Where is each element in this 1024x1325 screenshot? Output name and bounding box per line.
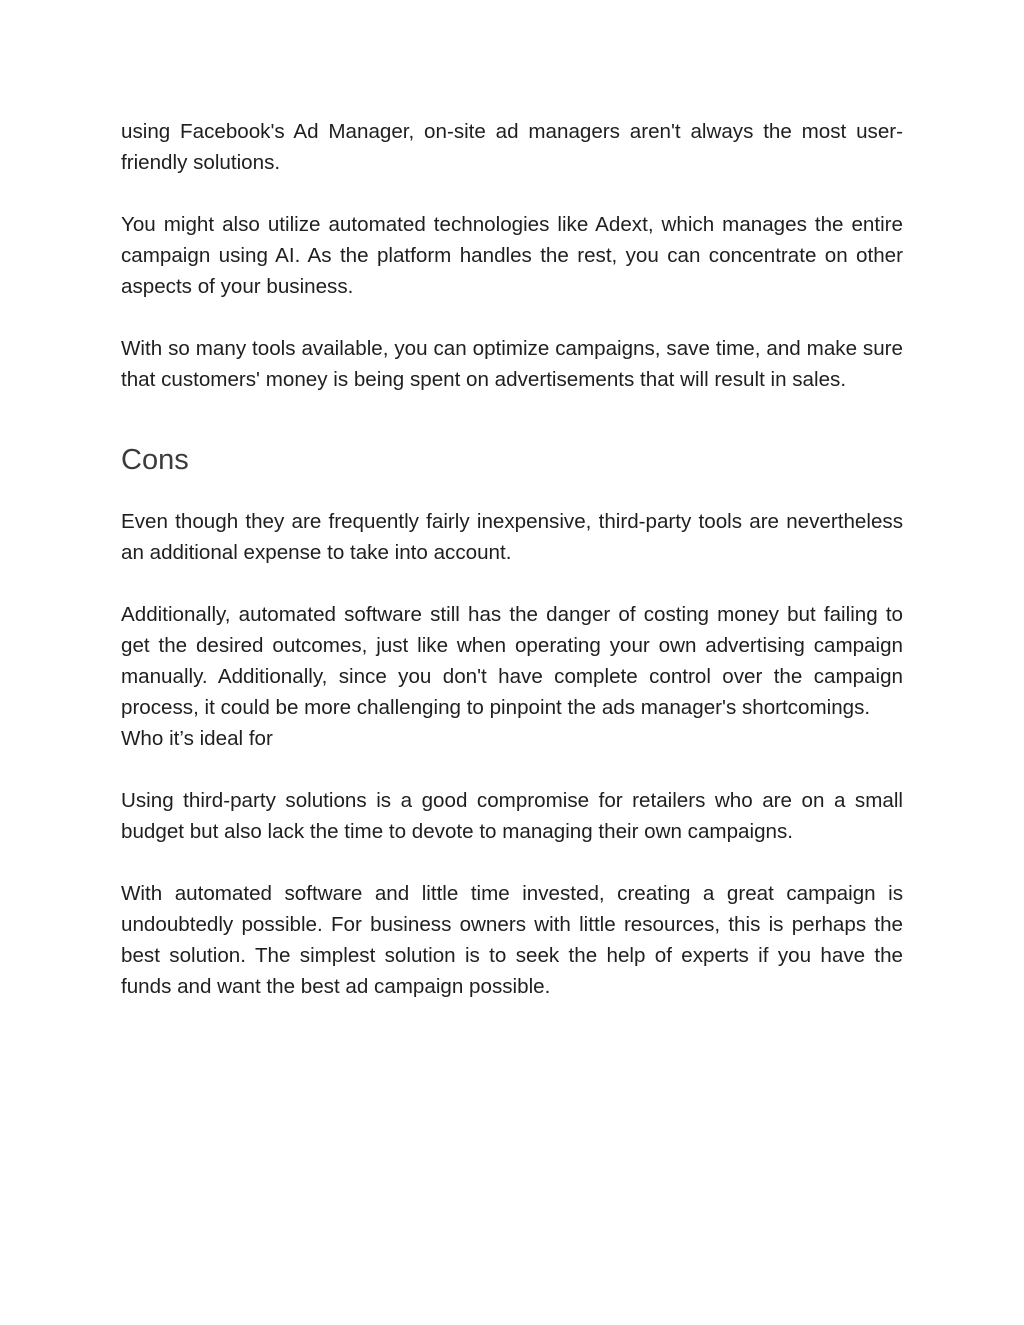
ideal-for-label: Who it’s ideal for (121, 727, 273, 750)
paragraph-expense: Even though they are frequently fairly inexpensive, third-party tools are nevertheless an additional expense to take into account. (121, 510, 903, 564)
paragraph-danger: Additionally, automated software still has the danger of costing money but failing to get the desired outcomes, just like when operating your own advertising campaign manually. Additionally, since you don't have complete control over the campaign process, it could be more challenging to pinpoint the ads manager's shortcomings. (121, 603, 903, 719)
paragraph-best-solution: With automated software and little time invested, creating a great campaign is undoubtedly possible. For business owners with little resources, this is perhaps the best solution. The simplest solution is to seek the help of experts if you have the funds and want the best ad campaign possible. (121, 882, 903, 998)
paragraph-ad-manager: using Facebook's Ad Manager, on-site ad managers aren't always the most user-friendly solutions. (121, 120, 903, 174)
paragraph-tools-available: With so many tools available, you can optimize campaigns, save time, and make sure that customers' money is being spent on advertisements that will result in sales. (121, 337, 903, 391)
document-page (121, 116, 903, 1033)
paragraph-compromise: Using third-party solutions is a good compromise for retailers who are on a small budget but also lack the time to devote to managing their own campaigns. (121, 789, 903, 843)
cons-heading: Cons (121, 444, 189, 476)
paragraph-automated-tech: You might also utilize automated technologies like Adext, which manages the entire campaign using AI. As the platform handles the rest, you can concentrate on other aspects of your business. (121, 213, 903, 298)
